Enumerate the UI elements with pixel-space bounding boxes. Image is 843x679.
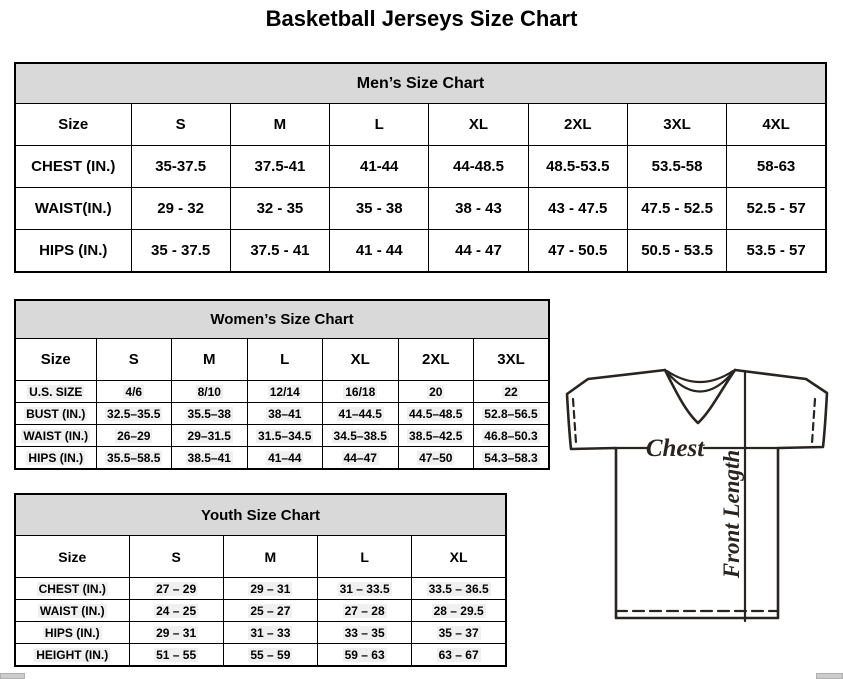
jersey-outline-shape: [567, 370, 827, 618]
row-label: [15, 644, 129, 667]
size-value-text: 41 - 44: [355, 242, 403, 259]
youth-column-header: L: [318, 536, 412, 578]
collar-v-edge: [665, 370, 735, 423]
size-value-text: 63 – 67: [438, 647, 479, 662]
size-value-text: 32 - 35: [256, 200, 304, 217]
size-value-cell: [398, 425, 474, 447]
size-value-cell: [129, 622, 223, 644]
size-value-text: 43 - 47.5: [548, 200, 608, 217]
size-value-text: 16/18: [345, 384, 376, 399]
row-label-text: WAIST(IN.): [34, 200, 112, 217]
row-label-text: HIPS (IN.): [44, 625, 100, 640]
size-value-text: 38 - 43: [455, 200, 502, 217]
size-value-text: 52.5 - 57: [746, 200, 806, 217]
youth-data-row: [15, 622, 506, 644]
size-value-cell: [412, 578, 506, 600]
size-value-text: 31.5–34.5: [258, 428, 312, 443]
size-value-text: 32.5–35.5: [107, 406, 161, 421]
scrollbar-fragment-right[interactable]: [816, 673, 843, 679]
size-value-text: 54.3–58.3: [484, 450, 538, 465]
youth-data-row: [15, 578, 506, 600]
size-value-text: 8/10: [197, 384, 221, 399]
size-value-text: 4/6: [125, 384, 143, 399]
size-value-cell: [247, 447, 323, 470]
womens-column-header: XL: [323, 339, 399, 381]
size-value-text: 29 – 31: [156, 625, 197, 640]
row-label-text: HIPS (IN.): [39, 242, 108, 259]
size-value-cell: [318, 578, 412, 600]
size-value-cell: [727, 146, 826, 188]
youth-chart-title: Youth Size Chart: [15, 494, 506, 536]
row-label: [15, 600, 129, 622]
size-value-text: 41-44: [360, 158, 399, 175]
size-value-text: 52.8–56.5: [484, 406, 538, 421]
sleeve-stitch-right: [812, 399, 815, 443]
size-value-cell: [96, 425, 172, 447]
womens-column-header: M: [172, 339, 248, 381]
youth-data-row: [15, 600, 506, 622]
size-value-cell: [474, 425, 550, 447]
size-value-cell: [230, 230, 329, 273]
size-value-text: 35 - 37.5: [151, 242, 211, 259]
mens-title-row: [15, 63, 826, 104]
size-value-text: 35.5–38: [187, 406, 231, 421]
mens-column-header: 4XL: [727, 104, 826, 146]
size-value-text: 33 – 35: [344, 625, 385, 640]
size-value-cell: [398, 447, 474, 470]
size-value-text: 24 – 25: [156, 603, 197, 618]
size-value-cell: [323, 381, 399, 403]
size-value-cell: [528, 188, 627, 230]
size-value-text: 44-48.5: [453, 158, 504, 175]
size-value-text: 12/14: [269, 384, 300, 399]
size-value-text: 50.5 - 53.5: [641, 242, 713, 259]
size-value-cell: [172, 425, 248, 447]
size-value-text: 38.5–41: [187, 450, 231, 465]
size-value-cell: [330, 188, 429, 230]
size-value-cell: [230, 188, 329, 230]
size-value-text: 41–44.5: [338, 406, 382, 421]
size-value-cell: [412, 600, 506, 622]
size-value-cell: [474, 447, 550, 470]
size-value-text: 46.8–50.3: [484, 428, 538, 443]
size-value-cell: [330, 146, 429, 188]
size-value-text: 44.5–48.5: [409, 406, 463, 421]
womens-data-row: [15, 381, 549, 403]
row-label-text: CHEST (IN.): [38, 581, 106, 596]
size-value-text: 53.5 - 57: [746, 242, 806, 259]
size-value-text: 35 - 38: [355, 200, 403, 217]
size-value-text: 38–41: [268, 406, 302, 421]
size-value-cell: [398, 403, 474, 425]
size-value-cell: [96, 381, 172, 403]
size-value-text: 22: [504, 384, 518, 399]
size-value-text: 53.5-58: [651, 158, 703, 175]
row-label: [15, 188, 131, 230]
size-value-text: 47–50: [419, 450, 453, 465]
row-label-text: U.S. SIZE: [29, 384, 83, 399]
size-value-text: 20: [429, 384, 443, 399]
size-value-cell: [318, 622, 412, 644]
size-value-text: 44–47: [343, 450, 377, 465]
size-value-cell: [330, 230, 429, 273]
mens-size-table: [14, 62, 827, 273]
womens-data-row: [15, 447, 549, 470]
size-value-text: 28 – 29.5: [433, 603, 484, 618]
size-value-text: 58-63: [756, 158, 796, 175]
size-value-cell: [429, 146, 528, 188]
size-value-text: 35-37.5: [155, 158, 207, 175]
womens-column-header-row: [15, 339, 549, 381]
size-value-cell: [727, 230, 826, 273]
row-label-text: BUST (IN.): [26, 406, 86, 421]
mens-column-header: Size: [15, 104, 131, 146]
size-value-cell: [412, 622, 506, 644]
size-value-text: 26–29: [117, 428, 151, 443]
size-value-text: 41–44: [268, 450, 302, 465]
row-label: [15, 146, 131, 188]
size-value-text: 33.5 – 36.5: [428, 581, 489, 596]
size-value-cell: [172, 447, 248, 470]
womens-column-header: S: [96, 339, 172, 381]
size-value-cell: [223, 644, 317, 667]
womens-column-header: 3XL: [474, 339, 550, 381]
size-value-cell: [131, 188, 230, 230]
size-value-text: 55 – 59: [250, 647, 291, 662]
womens-title-row: [15, 300, 549, 339]
youth-column-header: XL: [412, 536, 506, 578]
womens-column-header: 2XL: [398, 339, 474, 381]
womens-size-table: [14, 299, 550, 470]
size-value-cell: [129, 644, 223, 667]
size-value-cell: [323, 447, 399, 470]
size-value-text: 34.5–38.5: [333, 428, 387, 443]
size-value-text: 29 – 31: [250, 581, 291, 596]
size-value-cell: [129, 600, 223, 622]
size-value-cell: [247, 381, 323, 403]
size-value-cell: [172, 403, 248, 425]
scrollbar-fragment-left[interactable]: [0, 673, 25, 679]
size-value-cell: [474, 403, 550, 425]
size-value-cell: [247, 403, 323, 425]
size-value-cell: [627, 230, 726, 273]
size-value-cell: [131, 230, 230, 273]
row-label-text: WAIST (IN.): [39, 603, 105, 618]
size-value-text: 37.5 - 41: [250, 242, 310, 259]
size-value-cell: [398, 381, 474, 403]
size-value-cell: [323, 403, 399, 425]
size-value-text: 47 - 50.5: [548, 242, 608, 259]
size-value-cell: [131, 146, 230, 188]
size-value-cell: [412, 644, 506, 667]
size-value-cell: [429, 230, 528, 273]
size-value-cell: [318, 600, 412, 622]
size-value-cell: [627, 188, 726, 230]
size-value-cell: [230, 146, 329, 188]
mens-column-header: 3XL: [627, 104, 726, 146]
size-value-cell: [172, 381, 248, 403]
size-value-text: 29 - 32: [157, 200, 204, 217]
youth-size-table: [14, 493, 507, 667]
size-value-text: 29–31.5: [187, 428, 231, 443]
size-value-text: 51 – 55: [156, 647, 197, 662]
row-label-text: WAIST (IN.): [23, 428, 89, 443]
size-value-text: 35 – 37: [438, 625, 479, 640]
womens-size-chart-section: [14, 299, 550, 470]
youth-column-header: M: [223, 536, 317, 578]
size-value-cell: [528, 230, 627, 273]
youth-column-header: S: [129, 536, 223, 578]
youth-size-chart-section: [14, 493, 507, 667]
mens-column-header: M: [230, 104, 329, 146]
size-value-text: 47.5 - 52.5: [641, 200, 713, 217]
size-value-cell: [247, 425, 323, 447]
mens-column-header-row: [15, 104, 826, 146]
size-value-cell: [627, 146, 726, 188]
size-value-cell: [318, 644, 412, 667]
size-value-text: 27 – 28: [344, 603, 385, 618]
row-label: [15, 578, 129, 600]
mens-data-row: [15, 146, 826, 188]
size-value-text: 35.5–58.5: [107, 450, 161, 465]
size-value-cell: [96, 447, 172, 470]
womens-data-row: [15, 403, 549, 425]
size-value-text: 59 – 63: [344, 647, 385, 662]
womens-chart-title: Women’s Size Chart: [15, 300, 549, 339]
size-value-cell: [429, 188, 528, 230]
row-label-text: HEIGHT (IN.): [36, 647, 109, 662]
size-value-cell: [528, 146, 627, 188]
size-value-cell: [223, 622, 317, 644]
mens-data-row: [15, 230, 826, 273]
sleeve-stitch-left: [573, 399, 576, 443]
size-value-text: 38.5–42.5: [409, 428, 463, 443]
mens-data-row: [15, 188, 826, 230]
mens-column-header: S: [131, 104, 230, 146]
youth-title-row: [15, 494, 506, 536]
size-value-text: 44 - 47: [455, 242, 502, 259]
row-label: [15, 425, 96, 447]
mens-chart-title: Men’s Size Chart: [15, 63, 826, 104]
size-value-cell: [727, 188, 826, 230]
size-value-text: 27 – 29: [156, 581, 197, 596]
mens-column-header: L: [330, 104, 429, 146]
size-value-cell: [223, 600, 317, 622]
page-title: Basketball Jerseys Size Chart: [265, 6, 578, 31]
row-label: [15, 403, 96, 425]
size-value-text: 48.5-53.5: [546, 158, 610, 175]
youth-data-row: [15, 644, 506, 667]
size-value-cell: [129, 578, 223, 600]
womens-data-row: [15, 425, 549, 447]
size-value-text: 25 – 27: [250, 603, 291, 618]
row-label: [15, 381, 96, 403]
jersey-measurement-diagram: [557, 362, 831, 628]
womens-column-header: L: [247, 339, 323, 381]
youth-column-header: Size: [15, 536, 129, 578]
womens-column-header: Size: [15, 339, 96, 381]
row-label-text: HIPS (IN.): [28, 450, 84, 465]
front-length-label: Front Length: [719, 449, 744, 579]
collar-ribbing-arc-inner: [667, 371, 733, 382]
size-value-cell: [96, 403, 172, 425]
row-label: [15, 447, 96, 470]
youth-column-header-row: [15, 536, 506, 578]
row-label: [15, 622, 129, 644]
mens-column-header: 2XL: [528, 104, 627, 146]
size-value-cell: [474, 381, 550, 403]
mens-size-chart-section: [14, 62, 827, 273]
size-value-text: 37.5-41: [254, 158, 306, 175]
mens-column-header: XL: [429, 104, 528, 146]
row-label-text: CHEST (IN.): [31, 158, 116, 175]
size-value-text: 31 – 33.5: [339, 581, 390, 596]
size-value-cell: [323, 425, 399, 447]
chest-label: Chest: [645, 435, 705, 462]
row-label: [15, 230, 131, 273]
size-value-text: 31 – 33: [250, 625, 291, 640]
size-value-cell: [223, 578, 317, 600]
